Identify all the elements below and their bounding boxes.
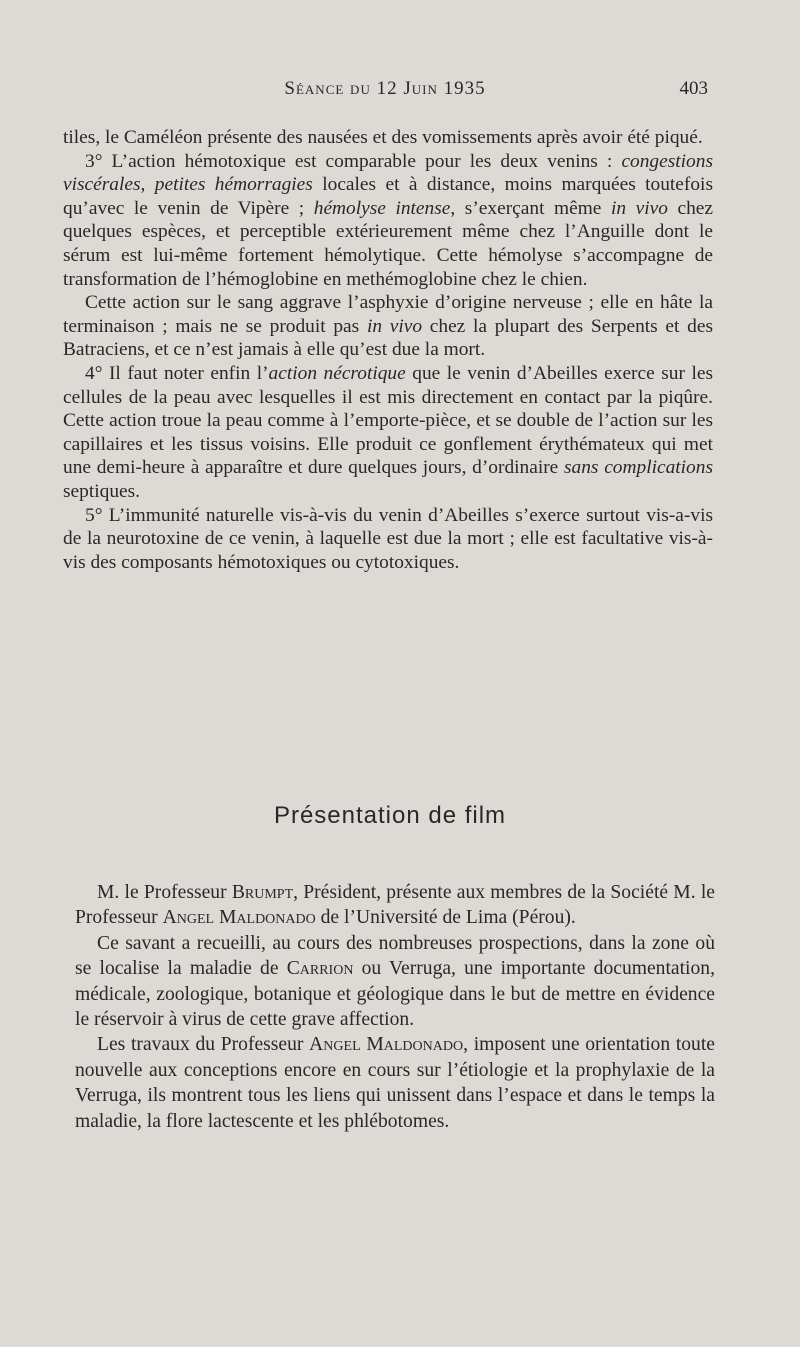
section-title: Présentation de film: [273, 802, 507, 829]
paragraph: Cette action sur le sang aggrave l’asphyxie d’origine nerveuse ; elle en hâte la terminaison ; mais ne se produit pas in vivo chez la plupart des Serpents et des Batraciens, et ce n’est jamais à elle qu’est due la mort.: [63, 292, 713, 361]
page-number: 403: [679, 78, 708, 99]
paragraph: tiles, le Caméléon présente des nausées et des vomissements après avoir été piqué.: [63, 127, 703, 148]
page-header: [0, 78, 800, 108]
paragraph: 4° Il faut noter enfin l’action nécrotique que le venin d’Abeilles exerce sur les cellules de la peau avec lesquelles il est mis directement en contact par la piqûre. Cette action troue la peau comme à l’emporte-pièce, et se double de l’action sur les capillaires et les tissus voisins. Elle produit ce gonflement érythémateux qui met une demi-heure à apparaître et dure quelques jours, d’ordinaire sans complications septiques.: [63, 362, 713, 502]
paragraph: Ce savant a recueilli, au cours des nombreuses prospections, dans la zone où se localise la maladie de Carrion ou Verruga, une importante documentation, médicale, zoologique, botanique et géologique dans le but de mettre en évidence le réservoir à virus de cette grave affection.: [75, 932, 715, 1031]
running-title: Séance du 12 Juin 1935: [284, 78, 486, 99]
paragraph: M. le Professeur Brumpt, Président, présente aux membres de la Société M. le Professeur Angel Maldonado de l’Université de Lima (Pérou).: [75, 882, 715, 929]
body-text-part1: [63, 126, 713, 574]
paragraph: Les travaux du Professeur Angel Maldonado, imposent une orientation toute nouvelle aux conceptions encore en cours sur l’étiologie et la prophylaxie de la Verruga, ils montrent tous les liens qui unissent dans l’espace et dans le temps la maladie, la flore lactescente et les phlébotomes.: [75, 1034, 715, 1132]
paragraph: 5° L’immunité naturelle vis-à-vis du venin d’Abeilles s’exerce surtout vis-a-vis de la neurotoxine de ce venin, à laquelle est due la mort ; elle est facultative vis-à-vis des composants hémotoxiques ou cytotoxiques.: [63, 504, 713, 573]
body-text-part2: [75, 880, 715, 1134]
paragraph: 3° L’action hémotoxique est comparable pour les deux venins : congestions viscérales, petites hémorragies locales et à distance, moins marquées toutefois qu’avec le venin de Vipère ; hémolyse intense, s’exerçant même in vivo chez quelques espèces, et perceptible extérieurement même chez l’Anguille dont le sérum est lui-même fortement hémolytique. Cette hémolyse s’accompagne de transformation de l’hémoglobine en methémoglobine chez le chien.: [63, 150, 713, 290]
